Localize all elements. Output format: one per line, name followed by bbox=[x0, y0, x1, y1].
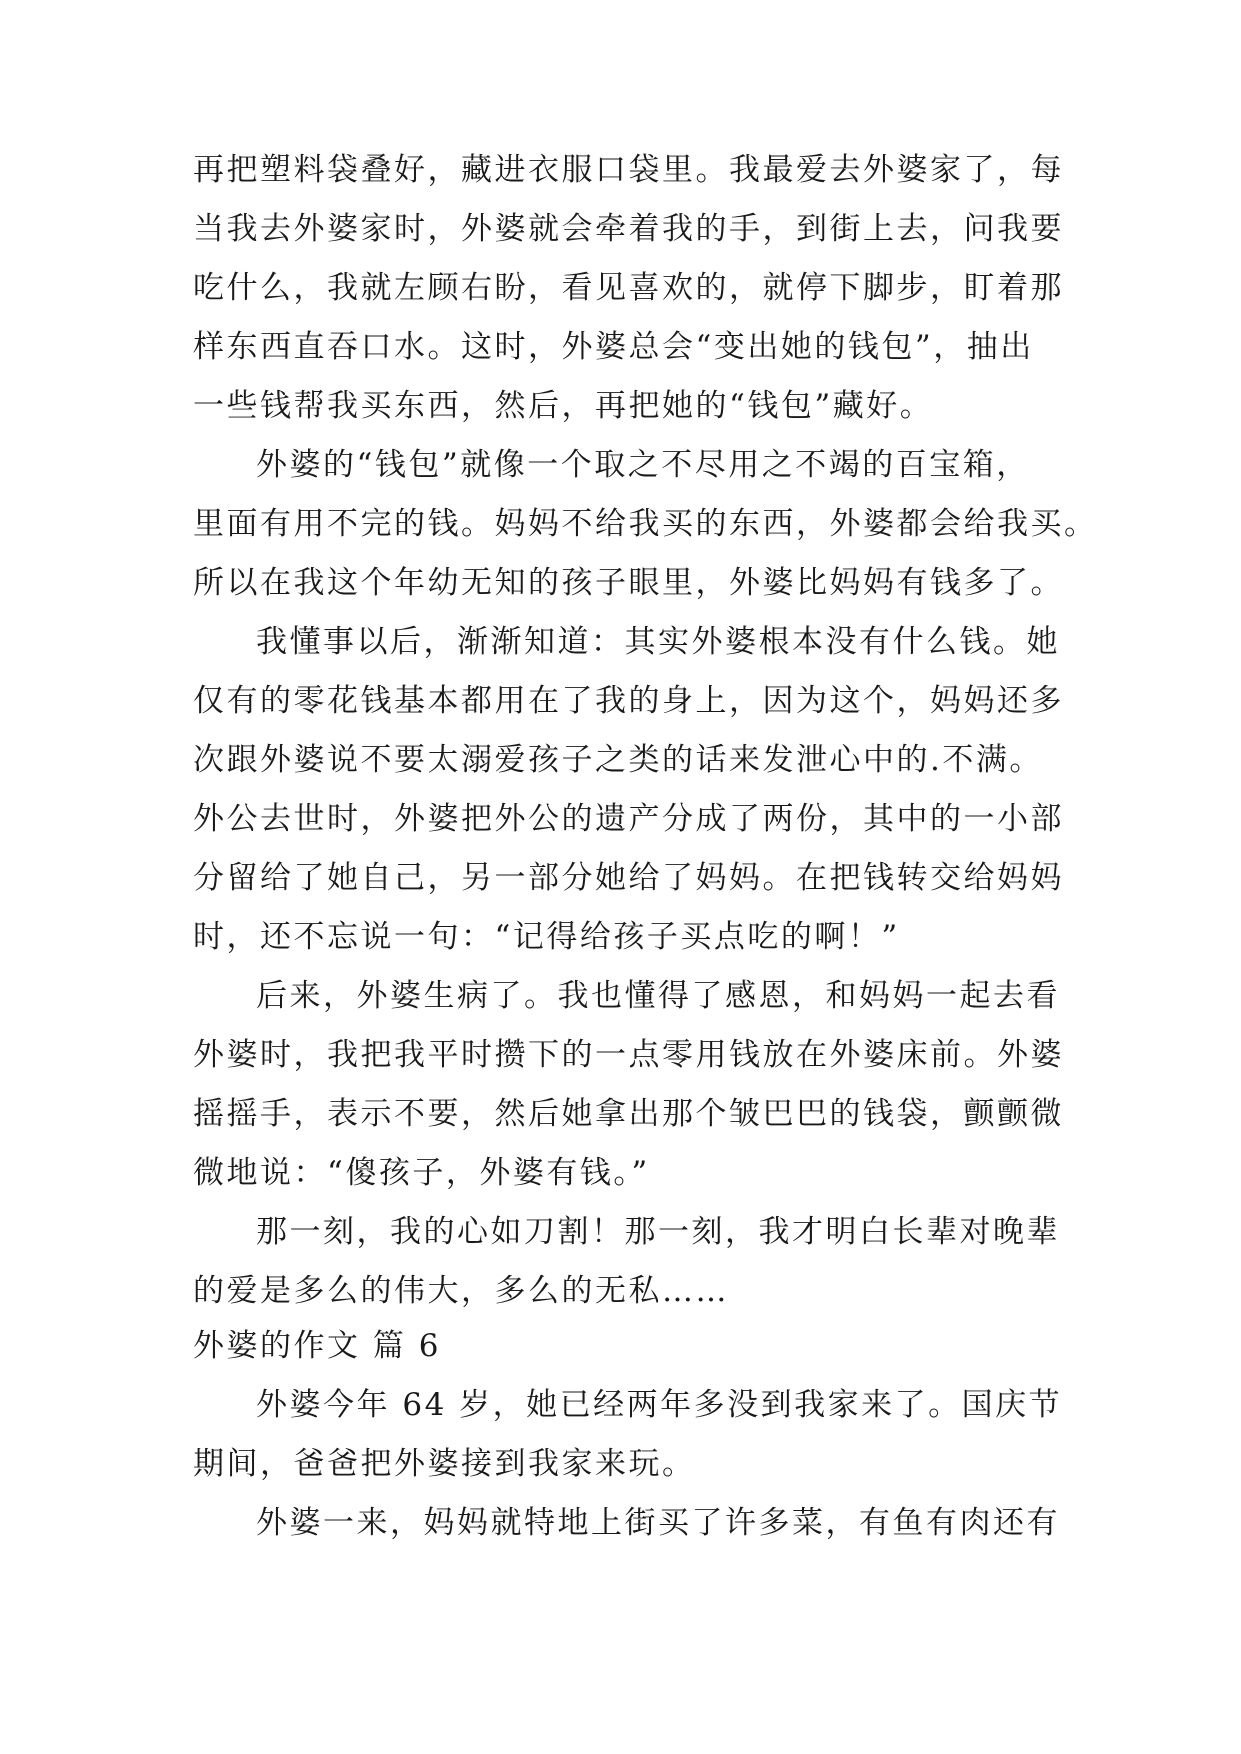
text-line: 样东西直吞口水。这时，外婆总会“变出她的钱包”，抽出 bbox=[193, 329, 1034, 365]
text-line: 再把塑料袋叠好，藏进衣服口袋里。我最爱去外婆家了，每 bbox=[193, 152, 1064, 188]
text-line: 当我去外婆家时，外婆就会牵着我的手，到街上去，问我要 bbox=[193, 211, 1064, 247]
paragraph-first-line: 我懂事以后，渐渐知道：其实外婆根本没有什么钱。她 bbox=[256, 624, 1060, 660]
text-line: 一些钱帮我买东西，然后，再把她的“钱包”藏好。 bbox=[193, 388, 934, 424]
paragraph-first-line: 外婆今年 64 岁，她已经两年多没到我家来了。国庆节 bbox=[256, 1387, 1063, 1423]
text-line: 摇摇手，表示不要，然后她拿出那个皱巴巴的钱袋，颤颤微 bbox=[193, 1096, 1064, 1132]
text-line: 的爱是多么的伟大，多么的无私…… bbox=[193, 1273, 729, 1309]
paragraph-first-line: 那一刻，我的心如刀割！那一刻，我才明白长辈对晚辈 bbox=[256, 1214, 1060, 1250]
text-line: 仅有的零花钱基本都用在了我的身上，因为这个，妈妈还多 bbox=[193, 683, 1064, 719]
text-line: 所以在我这个年幼无知的孩子眼里，外婆比妈妈有钱多了。 bbox=[193, 565, 1064, 601]
text-line: 里面有用不完的钱。妈妈不给我买的东西，外婆都会给我买。 bbox=[193, 506, 1098, 542]
paragraph-first-line: 外婆一来，妈妈就特地上街买了许多菜，有鱼有肉还有 bbox=[256, 1505, 1060, 1541]
text-line: 时，还不忘说一句：“记得给孩子买点吃的啊！” bbox=[193, 919, 900, 955]
section-heading: 外婆的作文 篇 6 bbox=[193, 1328, 441, 1364]
text-line: 次跟外婆说不要太溺爱孩子之类的话来发泄心中的.不满。 bbox=[193, 742, 1043, 778]
paragraph-first-line: 外婆的“钱包”就像一个取之不尽用之不竭的百宝箱， bbox=[256, 447, 1030, 483]
text-line: 外婆时，我把我平时攒下的一点零用钱放在外婆床前。外婆 bbox=[193, 1037, 1064, 1073]
text-line: 外公去世时，外婆把外公的遗产分成了两份，其中的一小部 bbox=[193, 801, 1064, 837]
text-line: 分留给了她自己，另一部分她给了妈妈。在把钱转交给妈妈 bbox=[193, 860, 1064, 896]
text-line: 微地说：“傻孩子，外婆有钱。” bbox=[193, 1155, 650, 1191]
text-line: 期间，爸爸把外婆接到我家来玩。 bbox=[193, 1446, 696, 1482]
text-line: 吃什么，我就左顾右盼，看见喜欢的，就停下脚步，盯着那 bbox=[193, 270, 1064, 306]
paragraph-first-line: 后来，外婆生病了。我也懂得了感恩，和妈妈一起去看 bbox=[256, 978, 1060, 1014]
